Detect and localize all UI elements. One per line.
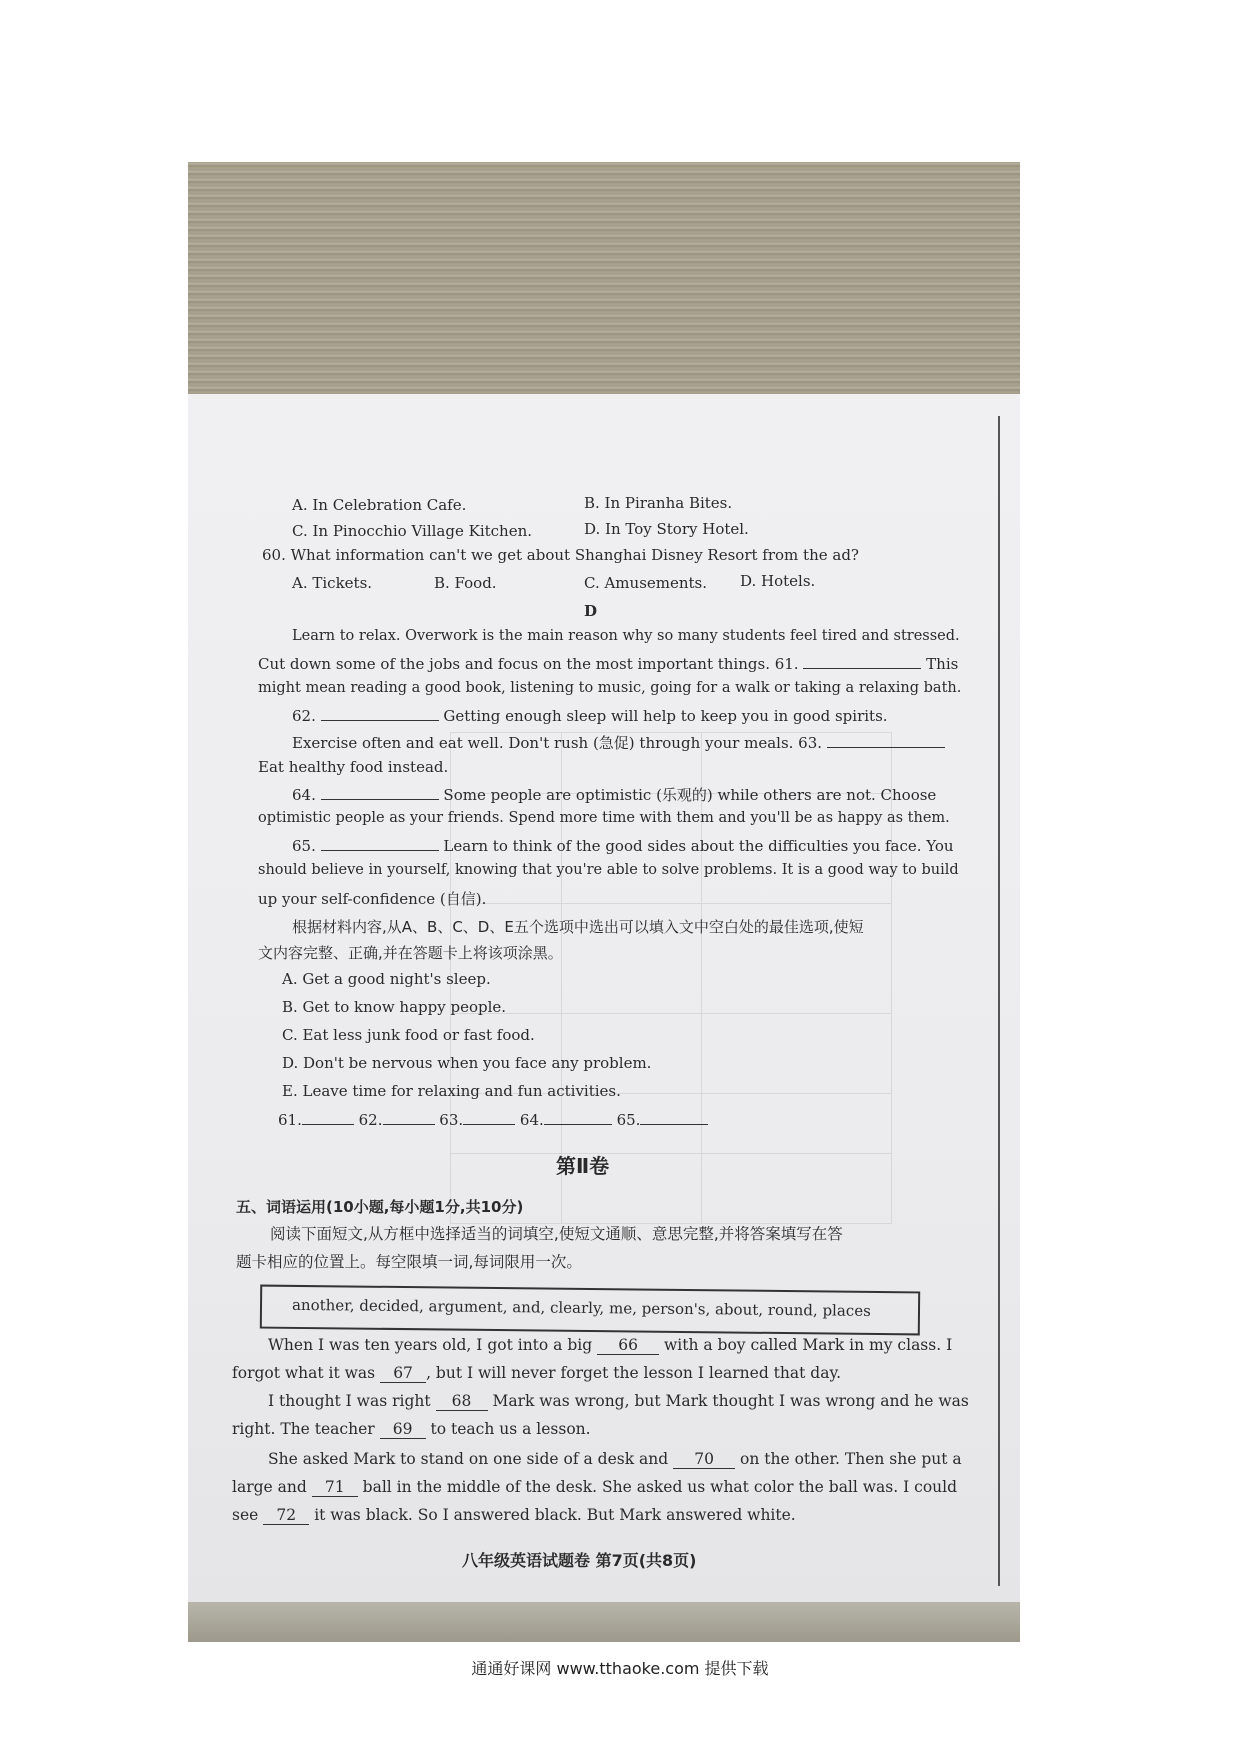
- blank-67: 67: [380, 1364, 426, 1383]
- question-number: 65.: [292, 837, 316, 855]
- cloze-line6: [232, 1478, 957, 1497]
- page-footer: 八年级英语试题卷 第7页(共8页): [462, 1551, 697, 1570]
- blank-65: [321, 836, 439, 851]
- question-number: 62.: [292, 707, 316, 725]
- download-credit: 通通好课网 www.tthaoke.com 提供下载: [471, 1659, 769, 1678]
- blank-69: 69: [380, 1420, 426, 1439]
- passage-d-p1-line1: Learn to relax. Overwork is the main reason why so many students feel tired and stressed.: [292, 628, 960, 644]
- passage-text: Cut down some of the jobs and focus on the most important things. 61.: [258, 655, 799, 673]
- passage-d-p3-line2: Eat healthy food instead.: [258, 758, 449, 776]
- blank-72: 72: [263, 1506, 309, 1525]
- blank-64: [321, 785, 439, 800]
- cloze-line7: [232, 1506, 796, 1525]
- desk-edge-bottom: [188, 1602, 1020, 1642]
- q60-option-d: D. Hotels.: [740, 572, 816, 590]
- section5-instr-line2: 题卡相应的位置上。每空限填一词,每词限用一次。: [236, 1253, 582, 1271]
- blank-61: [803, 654, 921, 669]
- part2-title: 第Ⅱ卷: [556, 1154, 610, 1178]
- section5-instr-line1: 阅读下面短文,从方框中选择适当的词填空,使短文通顺、意思完整,并将答案填写在答: [270, 1225, 843, 1243]
- passage-d-p5-line2: should believe in yourself, knowing that you're able to solve problems. It is a good way to build: [258, 862, 959, 878]
- blank-71: 71: [312, 1478, 358, 1497]
- passage-text: I thought I was right: [268, 1392, 431, 1410]
- passage-d-p3-line1: [292, 732, 945, 753]
- answer-number: 65.: [616, 1111, 641, 1129]
- passage-text: it was black. So I answered black. But Mark answered white.: [314, 1506, 796, 1524]
- passage-text: to teach us a lesson.: [430, 1420, 591, 1438]
- q59-option-c: C. In Pinocchio Village Kitchen.: [292, 522, 533, 540]
- q60-option-b: B. Food.: [434, 574, 497, 592]
- instructions-d-line1: 根据材料内容,从A、B、C、D、E五个选项中选出可以填入文中空白处的最佳选项,使短: [292, 918, 864, 936]
- passage-d-heading: D: [584, 602, 598, 620]
- passage-text: Learn to think of the good sides about the difficulties you face. You: [443, 837, 954, 855]
- passage-d-p4-line2: optimistic people as your friends. Spend more time with them and you'll be as happy as them.: [258, 810, 950, 826]
- section5-heading: 五、词语运用(10小题,每小题1分,共10分): [236, 1198, 524, 1216]
- answer-blank-61: [302, 1110, 354, 1125]
- passage-text: Mark was wrong, but Mark thought I was wrong and he was: [492, 1392, 969, 1410]
- answer-blank-64: [544, 1110, 612, 1125]
- q59-option-a: A. In Celebration Cafe.: [292, 496, 467, 514]
- passage-text: with a boy called Mark in my class. I: [664, 1336, 953, 1354]
- word-bank-text: another, decided, argument, and, clearly, me, person's, about, round, places: [291, 1295, 871, 1320]
- passage-text: see: [232, 1506, 259, 1524]
- choice-b: B. Get to know happy people.: [282, 998, 507, 1016]
- answer-blank-63: [463, 1110, 515, 1125]
- word-bank-box: [260, 1285, 920, 1336]
- passage-text: on the other. Then she put a: [740, 1450, 962, 1468]
- passage-text: When I was ten years old, I got into a big: [268, 1336, 593, 1354]
- blank-63: [827, 733, 945, 748]
- answer-number: 63.: [439, 1111, 464, 1129]
- passage-text: right. The teacher: [232, 1420, 375, 1438]
- question-number: 64.: [292, 786, 316, 804]
- q60-question: 60. What information can't we get about Shanghai Disney Resort from the ad?: [262, 546, 859, 564]
- cloze-line5: [268, 1450, 962, 1469]
- cloze-line3: [268, 1392, 969, 1411]
- passage-d-p1-line2: [258, 654, 958, 673]
- passage-d-p2: [292, 706, 888, 725]
- choice-d: D. Don't be nervous when you face any problem.: [282, 1054, 652, 1072]
- bleed-through-table: [450, 732, 892, 1224]
- answer-blank-62: [383, 1110, 435, 1125]
- blank-62: [321, 706, 439, 721]
- answer-blank-65: [640, 1110, 708, 1125]
- q59-option-d: D. In Toy Story Hotel.: [584, 520, 749, 538]
- passage-text: Exercise often and eat well. Don't rush (急促) through your meals. 63.: [292, 734, 823, 752]
- answer-line: [278, 1110, 708, 1129]
- passage-text: This: [926, 655, 959, 673]
- passage-d-p5-line3: up your self-confidence (自信).: [258, 890, 487, 908]
- paper-fold-edge: [998, 416, 1000, 1586]
- passage-text: Some people are optimistic (乐观的) while others are not. Choose: [443, 786, 937, 804]
- answer-number: 62.: [358, 1111, 383, 1129]
- q60-option-c: C. Amusements.: [584, 574, 708, 592]
- passage-text: , but I will never forget the lesson I learned that day.: [426, 1364, 842, 1382]
- q60-option-a: A. Tickets.: [292, 574, 373, 592]
- instructions-d-line2: 文内容完整、正确,并在答题卡上将该项涂黑。: [258, 944, 563, 962]
- choice-a: A. Get a good night's sleep.: [282, 970, 491, 988]
- passage-text: She asked Mark to stand on one side of a desk and: [268, 1450, 669, 1468]
- blank-66: 66: [597, 1336, 659, 1355]
- blank-70: 70: [673, 1450, 735, 1469]
- q59-option-b: B. In Piranha Bites.: [584, 494, 733, 512]
- passage-text: Getting enough sleep will help to keep you in good spirits.: [443, 707, 888, 725]
- cloze-line4: [232, 1420, 591, 1439]
- blank-68: 68: [436, 1392, 488, 1411]
- passage-d-p1-line3: might mean reading a good book, listening to music, going for a walk or taking a relaxing bath.: [258, 680, 962, 696]
- passage-text: forgot what it was: [232, 1364, 376, 1382]
- passage-d-p5: [292, 836, 954, 855]
- wooden-desk-background: [188, 162, 1020, 402]
- passage-text: ball in the middle of the desk. She asked us what color the ball was. I could: [362, 1478, 958, 1496]
- choice-e: E. Leave time for relaxing and fun activities.: [282, 1082, 621, 1100]
- passage-d-p4: [292, 784, 936, 805]
- choice-c: C. Eat less junk food or fast food.: [282, 1026, 535, 1044]
- answer-number: 61.: [278, 1111, 302, 1129]
- cloze-line2: [232, 1364, 841, 1383]
- passage-text: large and: [232, 1478, 307, 1496]
- cloze-line1: [268, 1336, 952, 1355]
- answer-number: 64.: [519, 1111, 544, 1129]
